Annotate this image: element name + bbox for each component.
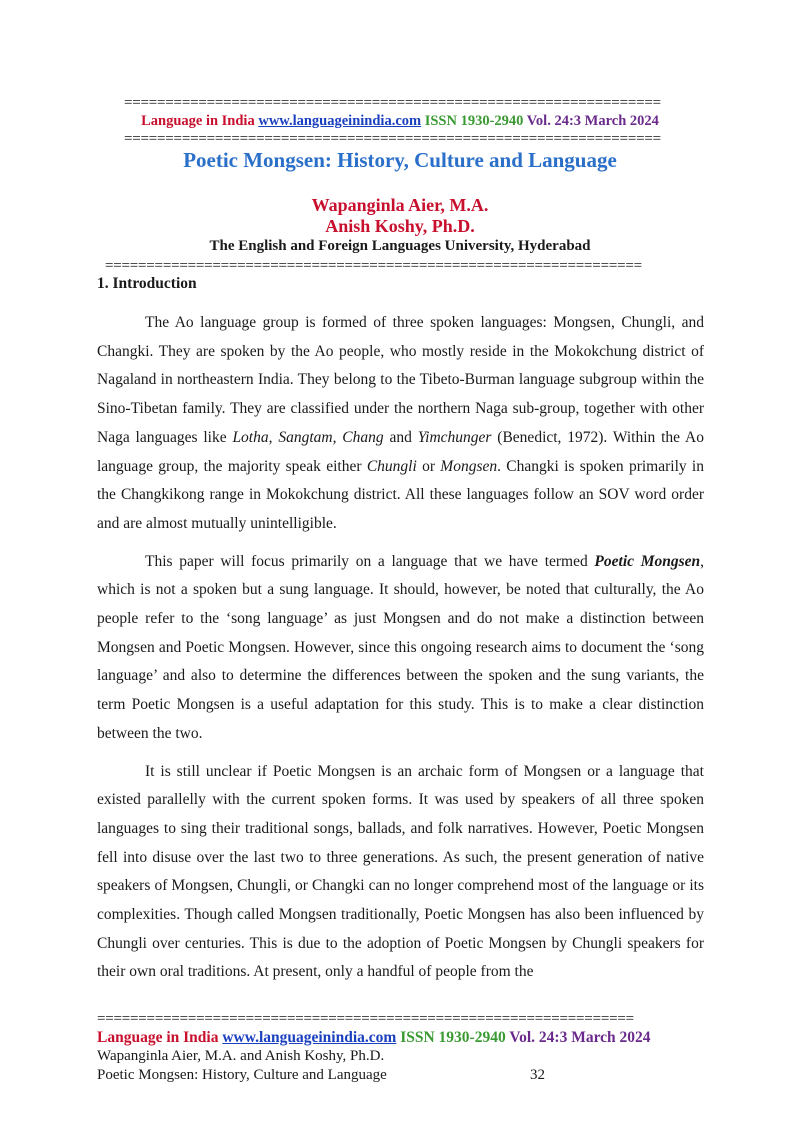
footer-issn: ISSN 1930-2940 [400, 1029, 506, 1046]
journal-header [0, 113, 800, 130]
footer-rule: ================================================================= [97, 1011, 634, 1027]
footer-journal [97, 1029, 651, 1047]
author-1: Wapanginla Aier, M.A. [311, 195, 489, 215]
footer-title: Poetic Mongsen: History, Culture and Language [97, 1067, 387, 1083]
footer-url-link[interactable]: www.languageinindia.com [222, 1029, 397, 1046]
footer-authors: Wapanginla Aier, M.A. and Anish Koshy, Ph.D. [97, 1048, 385, 1064]
footer-volume: Vol. 24:3 March 2024 [509, 1029, 651, 1046]
header-rule-top: ================================================================= [124, 95, 661, 111]
page-number: 32 [530, 1067, 545, 1083]
affiliation: The English and Foreign Languages University, Hyderabad [209, 238, 591, 254]
journal-name: Language in India [141, 113, 255, 129]
paragraph-1: The Ao language group is formed of three spoken languages: Mongsen, Chungli, and Changki. They are spoken by the Ao people, who mostly reside in the Mokokchung district of Nagaland in northeastern India. They belong to the Tibeto-Burman language subgroup within the Sino-Tibetan family. They are classified under the northern Naga sub-group, together with other Naga languages like Lotha, Sangtam, Chang and Yimchunger (Benedict, 1972). Within the Ao language group, the majority speak either Chungli or Mongsen. Changki is spoken primarily in the Changkikong range in Mokokchung district. All these languages follow an SOV word order and are almost mutually unintelligible. [97, 314, 704, 532]
paragraph-2: This paper will focus primarily on a language that we have termed Poetic Mongsen, which is not a spoken but a sung language. It should, however, be noted that culturally, the Ao people refer to the ‘song language’ as just Mongsen and do not make a distinction between Mongsen and Poetic Mongsen. However, since this ongoing research aims to document the ‘song language’ and also to determine the differences between the spoken and the sung variants, the term Poetic Mongsen is a useful adaptation for this study. This is to make a clear distinction between the two. [97, 552, 704, 742]
paper-title: Poetic Mongsen: History, Culture and Language [183, 148, 617, 172]
footer-journal-name: Language in India [97, 1029, 219, 1046]
journal-issn: ISSN 1930-2940 [424, 113, 524, 129]
affiliation-rule: ================================================================= [105, 258, 642, 274]
journal-volume: Vol. 24:3 March 2024 [526, 113, 659, 129]
section-heading: 1. Introduction [97, 275, 197, 292]
journal-url-link[interactable]: www.languageinindia.com [258, 113, 422, 129]
author-2: Anish Koshy, Ph.D. [325, 216, 475, 236]
header-rule-bottom: ================================================================= [124, 131, 661, 147]
paragraph-3: It is still unclear if Poetic Mongsen is an archaic form of Mongsen or a language that existed parallelly with the current spoken forms. It was used by speakers of all three spoken languages to sing their traditional songs, ballads, and folk narratives. However, Poetic Mongsen fell into disuse over the last two to three generations. As such, the present generation of native speakers of Mongsen, Chungli, or Changki can no longer comprehend most of the language or its complexities. Though called Mongsen traditionally, Poetic Mongsen has also been influenced by Chungli over centuries. This is due to the adoption of Poetic Mongsen by Chungli speakers for their own oral traditions. At present, only a handful of people from the [97, 762, 704, 981]
body-text [97, 309, 704, 987]
